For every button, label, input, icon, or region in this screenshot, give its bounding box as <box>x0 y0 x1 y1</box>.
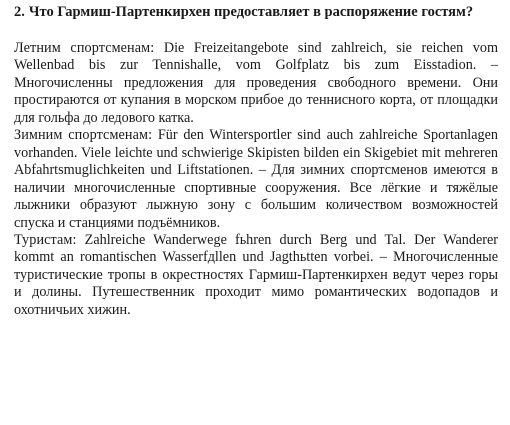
paragraph-lead-summer: Летним спортсменам: <box>14 40 155 56</box>
question-heading <box>14 3 498 21</box>
german-text-summer: Die Freizeitangebote sind zahlreich, sie reichen vom Wellenbad bis zur Tennishalle, vom Golfplatz bis zum Eisstadion. <box>14 40 499 74</box>
answer-paragraph-summer <box>14 40 498 127</box>
separator-dash: – <box>476 57 498 74</box>
answer-paragraph-winter <box>14 127 498 232</box>
answer-paragraph-tourists <box>14 232 498 319</box>
paragraph-lead-winter: Зимним спортсменам: <box>14 127 153 144</box>
question-number: 2. <box>14 4 25 20</box>
separator-dash: – <box>253 162 272 179</box>
german-text-tourists: Zahlreiche Wanderwege fьhren durch Berg und Tal. Der Wanderer kommt an romantischen Wasserfдllen und Jagthьtten vorbei. <box>14 231 498 266</box>
answer-body <box>14 40 498 319</box>
russian-text-summer: Многочисленны предложения для проведения свободного времени. Они простираются от купания в морском прибое до теннисного корта, от площадки для гольфа до ледового катка. <box>14 74 498 126</box>
paragraph-lead-tourists: Туристам: <box>14 231 77 248</box>
separator-dash: – <box>373 249 394 266</box>
russian-text-winter: Для зимних спортсменов имеются в наличии многочисленные спортивные сооружения. Все лёгкие и тяжёлые лыжники образуют лыжную зону с большим количеством возможностей спуска и станциями подъёмников. <box>14 162 498 231</box>
question-text: Что Гармиш-Партенкирхен предоставляет в распоряжение гостям? <box>28 4 474 20</box>
german-text-winter: Für den Wintersportler sind auch zahlreiche Sportanlagen vorhanden. Viele leichte und schwierige Skipisten bilden ein Skigebiet mit mehreren Abfahrtsmuglichkeiten und Liftstationen. <box>14 127 499 179</box>
russian-text-tourists: Многочисленные туристические тропы в окрестностях Гармиш-Партенкирхен ведут через горы и долины. Путешественник проходит мимо романтических водопадов и охотничьих хижин. <box>14 249 498 318</box>
